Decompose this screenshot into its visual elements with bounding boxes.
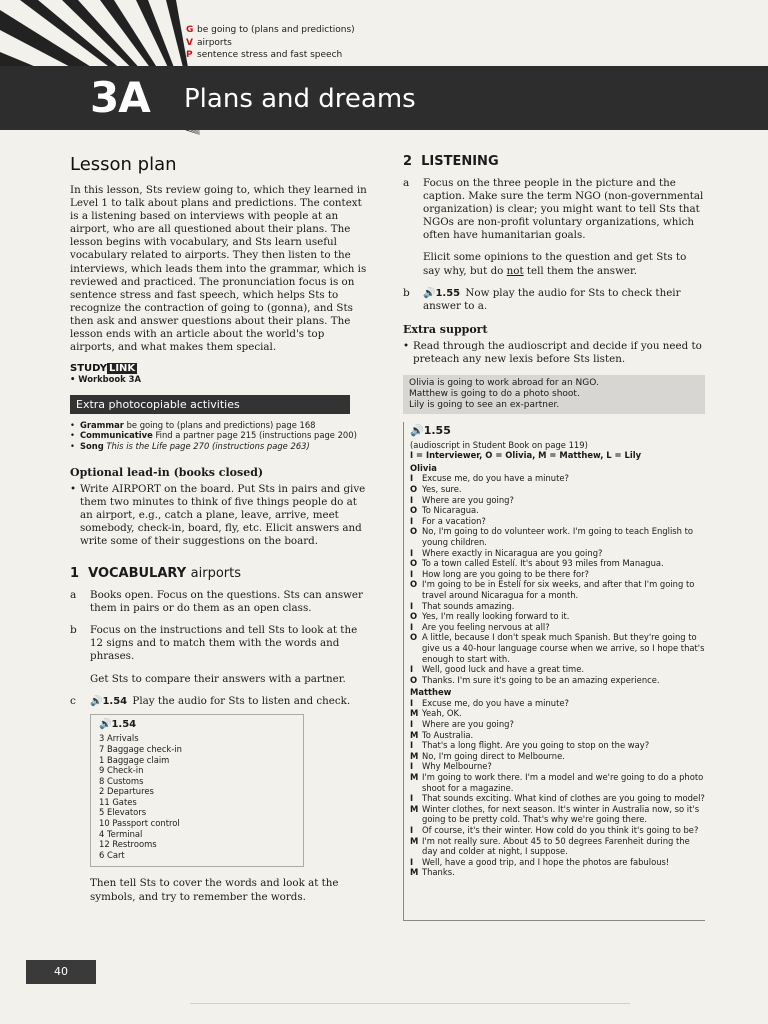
list-item: • Song This is the Life page 270 (instructions page 263) bbox=[70, 441, 370, 452]
dialogue-line bbox=[410, 516, 705, 527]
dialogue-line bbox=[410, 495, 705, 506]
dialogue-line bbox=[410, 836, 705, 857]
speaker-label: O bbox=[410, 632, 418, 643]
pron-key: P bbox=[186, 50, 193, 60]
dialogue-text: How long are you going to be there for? bbox=[422, 568, 589, 579]
grammar-text: be going to (plans and predictions) bbox=[197, 25, 355, 35]
speaker-label: I bbox=[410, 621, 414, 632]
speaker-label: O bbox=[410, 611, 418, 622]
caption-box bbox=[403, 375, 705, 414]
speaker-label: O bbox=[410, 484, 418, 494]
dialogue-text: No, I'm going direct to Melbourne. bbox=[422, 750, 565, 761]
dialogue-line bbox=[410, 793, 705, 804]
dialogue-text: Thanks. I'm sure it's going to be an amazing experience. bbox=[422, 674, 660, 685]
dialogue-text: I'm not really sure. About 45 to 50 degrees Farenheit during the day and colder at night, I suppose. bbox=[422, 835, 690, 857]
dialogue-text: Of course, it's their winter. How cold do you think it's going to be? bbox=[422, 825, 699, 835]
dialogue-text: Well, good luck and have a great time. bbox=[422, 664, 585, 675]
speaker-label: I bbox=[410, 697, 414, 708]
vocabulary-heading: 1 VOCABULARY airports bbox=[70, 566, 241, 582]
dialogue-text: Winter clothes, for next season. It's winter in Australia now, so it's going to be pretty cold. That's why we're going there. bbox=[422, 803, 700, 825]
vocab-key: V bbox=[186, 37, 193, 48]
vocab-step-b: b Focus on the instructions and tell Sts to look at the 12 signs and to match them with the words and phrases. bbox=[70, 624, 358, 663]
dialogue-text: Where are you going? bbox=[422, 719, 514, 730]
page-number: 40 bbox=[26, 960, 96, 984]
dialogue-text: That sounds amazing. bbox=[422, 600, 515, 611]
speaker-label: I bbox=[410, 664, 414, 675]
speaker-label: I bbox=[410, 494, 414, 505]
speaker-label: M bbox=[410, 772, 419, 783]
caption-line: Matthew is going to do a photo shoot. bbox=[409, 389, 580, 400]
vocab-step-c: c 🔊1.54 Play the audio for Sts to listen and check. bbox=[70, 694, 351, 707]
speaker-label: I bbox=[410, 793, 414, 804]
extra-support-heading: Extra support bbox=[403, 322, 488, 336]
dialogue-line bbox=[410, 730, 705, 741]
speaker-label: O bbox=[410, 558, 418, 569]
dialogue-text: I'm going to work there. I'm a model and we're going to do a photo shoot for a magazine. bbox=[422, 772, 704, 793]
list-item: 12 Restrooms bbox=[99, 839, 157, 850]
dialogue-line bbox=[410, 761, 705, 772]
page-title: Plans and dreams bbox=[184, 84, 416, 114]
footer-rule bbox=[190, 1003, 630, 1004]
lesson-plan-text: In this lesson, Sts review going to, which they learned in Level 1 to talk about plans and predictions. The context is a listening based on interviews with people at an airport, who are all questioned about their plans. The lesson begins with vocabulary, and Sts learn useful vocabulary related to airports. They then listen to the interviews, which leads them into the grammar, which is reviewed and practiced. The pronunciation focus is on sentence stress and fast speech, which helps Sts to recognize the contraction of going to (gonna), and Sts then ask and answer questions about their plans. The lesson ends with an article about the world's top airports, and what makes them special. bbox=[70, 184, 367, 354]
dialogue-line bbox=[410, 772, 705, 793]
right-column bbox=[403, 154, 705, 921]
audio-icon: 🔊1.55 bbox=[423, 287, 461, 299]
grammar-focus-box bbox=[186, 24, 355, 62]
speaker-label: M bbox=[410, 708, 419, 719]
speaker-label: I bbox=[410, 473, 414, 484]
extra-activities-heading: Extra photocopiable activities bbox=[70, 395, 350, 414]
dialogue-line bbox=[410, 664, 705, 675]
dialogue-line bbox=[410, 740, 705, 751]
dialogue-text: Yes, I'm really looking forward to it. bbox=[422, 611, 570, 622]
dialogue-text: To Australia. bbox=[422, 729, 474, 740]
list-item: • Communicative Find a partner page 215 (instructions page 200) bbox=[70, 430, 370, 441]
list-item: 8 Customs bbox=[99, 775, 144, 786]
dialogue-line bbox=[410, 675, 705, 686]
caption-line: Lily is going to see an ex-partner. bbox=[409, 400, 560, 411]
speaker-label: M bbox=[410, 729, 419, 740]
speaker-label: M bbox=[410, 803, 419, 814]
speaker-label: M bbox=[410, 867, 419, 878]
speaker-label: M bbox=[410, 750, 419, 761]
dialogue-line bbox=[410, 505, 705, 516]
listening-heading: 2 LISTENING bbox=[403, 154, 499, 169]
list-item: • Grammar be going to (plans and predictions) page 168 bbox=[70, 420, 370, 431]
audioscript: 🔊1.55 (audioscript in Student Book on page 119) I = Interviewer, O = Olivia, M = Matthew, L = Lily Olivia I Excuse me, do you have a minute? O Yes, sure. I Where are you going? O To Nicaragua. I For a vacation? O No, I'm going to do volunteer work. I'm going to teach English to young children. I Where exactly in Nicaragua are you going? O To a town called Estelí. It's about 93 miles from Managua. I How long are you going to be there for? O I'm going to be in Estelí for six weeks, and after that I'm going to travel around Nicaragua for a month. I That sounds amazing. O Yes, I'm really looking forward to it. I Are you feeling nervous at all? O A little, because I don't speak much Spanish. But they're going to give us a 40-hour language course when we arrive, so I hope that's enough to start with. I Well, good luck and have a great time. O Thanks. I'm sure it's going to be an amazing experience. Matthew I Excuse me, do you have a minute? M Yeah, OK. I Where are you going? M To Australia. I That's a long flight. Are you going to stop on the way? M No, I'm going direct to Melbourne. I Why Melbourne? M I'm going to work there. I'm a model and we're going to do a photo shoot for a magazine. I That sounds exciting. What kind of clothes are you going to model? M Winter clothes, for next season. It's winter in Australia now, so it's going to be pretty cold. That's why we're going there. I Of course, it's their winter. How cold do you think it's going to be? M I'm not really sure. About 45 to 50 degrees Farenheit during the day and colder at night, I suppose. I Well, have a good trip, and I hope the photos are fabulous! M Thanks. bbox=[403, 422, 705, 921]
dialogue-text: I'm going to be in Estelí for six weeks, and after that I'm going to travel around Nicaragua for a month. bbox=[422, 579, 695, 600]
extra-support-text: • Read through the audioscript and decide if you need to preteach any new lexis before Sts listen. bbox=[403, 340, 705, 366]
dialogue-line bbox=[410, 601, 705, 612]
speaker-label: O bbox=[410, 526, 418, 537]
speaker-label: I bbox=[410, 719, 414, 730]
list-item: 3 Arrivals bbox=[99, 733, 139, 744]
speaker-label: I bbox=[410, 825, 414, 835]
extra-activities-list bbox=[70, 420, 370, 452]
dialogue-text: For a vacation? bbox=[422, 515, 486, 526]
dialogue-line bbox=[410, 548, 705, 559]
speaker-label: I bbox=[410, 856, 414, 867]
dialogue-text: Yes, sure. bbox=[422, 484, 462, 494]
dialogue-line bbox=[410, 708, 705, 719]
dialogue-line bbox=[410, 804, 705, 825]
speaker-label: O bbox=[410, 579, 418, 590]
listening-step-a: a Focus on the three people in the picture and the caption. Make sure the term NGO (non-governmental organization) is clear; you might want to tell Sts that NGOs are non-profit voluntary organizations, which often have humanitarian goals. bbox=[403, 177, 704, 242]
dialogue-line bbox=[410, 825, 705, 836]
lead-in-text: • Write AIRPORT on the board. Put Sts in pairs and give them two minutes to think of five things people do at an airport, e.g., catch a plane, leave, arrive, meet somebody, check-in, board, fly, etc. Elicit answers and write some of their suggestions on the board. bbox=[70, 483, 370, 548]
caption-line: Olivia is going to work abroad for an NGO. bbox=[409, 378, 599, 389]
link-label: LINK bbox=[108, 363, 136, 375]
dialogue-line bbox=[410, 698, 705, 709]
listening-step-a2: Elicit some opinions to the question and get Sts to say why, but do not tell them the answer. bbox=[423, 251, 687, 277]
list-item: 10 Passport control bbox=[99, 818, 180, 829]
matthew-dialogue bbox=[410, 698, 705, 878]
list-item: 9 Check-in bbox=[99, 765, 144, 776]
extra-support-list bbox=[403, 340, 705, 366]
dialogue-line bbox=[410, 857, 705, 868]
study-label: STUDY bbox=[70, 363, 107, 375]
olivia-dialogue bbox=[410, 473, 705, 685]
dialogue-text: That's a long flight. Are you going to stop on the way? bbox=[422, 740, 650, 751]
list-item: 1 Baggage claim bbox=[99, 754, 170, 765]
dialogue-line bbox=[410, 473, 705, 484]
lead-in-list bbox=[70, 483, 370, 548]
unit-number: 3A bbox=[90, 73, 150, 122]
dialogue-line bbox=[410, 867, 705, 878]
speaker-heading: Olivia bbox=[410, 462, 437, 473]
dialogue-text: Are you feeling nervous at all? bbox=[422, 621, 550, 632]
dialogue-line bbox=[410, 719, 705, 730]
dialogue-text: Why Melbourne? bbox=[422, 761, 492, 772]
list-item: 6 Cart bbox=[99, 849, 125, 860]
dialogue-text: Well, have a good trip, and I hope the photos are fabulous! bbox=[422, 856, 670, 867]
vocab-step-a: a Books open. Focus on the questions. Sts can answer them in pairs or do them as an open class. bbox=[70, 589, 363, 615]
vocab-answer-box: 🔊1.54 3 Arrivals 7 Baggage check-in 1 Baggage claim 9 Check-in 8 Customs 2 Departures 11 Gates 5 Elevators 10 Passport control 4 Terminal 12 Restrooms 6 Cart bbox=[90, 714, 304, 868]
study-link bbox=[70, 363, 370, 374]
dialogue-line bbox=[410, 622, 705, 633]
dialogue-text: To a town called Estelí. It's about 93 miles from Managua. bbox=[422, 558, 664, 569]
speaker-label: I bbox=[410, 761, 414, 772]
list-item: 11 Gates bbox=[99, 796, 137, 807]
grammar-key: G bbox=[186, 25, 194, 35]
speaker-label: I bbox=[410, 568, 414, 579]
dialogue-text: A little, because I don't speak much Spanish. But they're going to give us a 40-hour language course when we arrive, so I hope that's enough to start with. bbox=[422, 632, 705, 664]
dialogue-line bbox=[410, 569, 705, 580]
audio-icon: 🔊1.54 bbox=[90, 695, 128, 707]
speaker-label: I bbox=[410, 547, 414, 558]
speaker-label: I bbox=[410, 740, 414, 751]
vocab-step-b2: Get Sts to compare their answers with a partner. bbox=[90, 672, 346, 685]
dialogue-text: Excuse me, do you have a minute? bbox=[422, 473, 569, 484]
listening-step-b: b 🔊1.55 Now play the audio for Sts to check their answer to a. bbox=[403, 286, 681, 312]
dialogue-text: No, I'm going to do volunteer work. I'm going to teach English to young children. bbox=[422, 526, 694, 547]
dialogue-text: Yeah, OK. bbox=[422, 708, 462, 719]
script-key: I = Interviewer, O = Olivia, M = Matthew, L = Lily bbox=[410, 450, 642, 461]
speaker-label: M bbox=[410, 835, 419, 846]
dialogue-line bbox=[410, 579, 705, 600]
script-ref: (audioscript in Student Book on page 119) bbox=[410, 439, 588, 450]
lesson-plan-heading: Lesson plan bbox=[70, 154, 177, 175]
pron-text: sentence stress and fast speech bbox=[197, 50, 343, 60]
dialogue-line bbox=[410, 558, 705, 569]
dialogue-line bbox=[410, 611, 705, 622]
dialogue-line bbox=[410, 484, 705, 495]
vocab-text: airports bbox=[197, 37, 232, 48]
list-item: 7 Baggage check-in bbox=[99, 743, 182, 754]
speaker-heading: Matthew bbox=[410, 687, 452, 698]
speaker-label: I bbox=[410, 515, 414, 526]
dialogue-line bbox=[410, 751, 705, 762]
speaker-label: O bbox=[410, 674, 418, 685]
dialogue-text: Where exactly in Nicaragua are you going? bbox=[422, 547, 603, 558]
vocab-after: Then tell Sts to cover the words and look at the symbols, and try to remember the words. bbox=[90, 877, 339, 903]
speaker-label: O bbox=[410, 505, 418, 516]
dialogue-text: Excuse me, do you have a minute? bbox=[422, 697, 569, 708]
workbook-ref: Workbook 3A bbox=[78, 374, 141, 385]
dialogue-text: Where are you going? bbox=[422, 494, 514, 505]
list-item: 2 Departures bbox=[99, 786, 154, 797]
left-column: Lesson plan In this lesson, Sts review going to, which they learned in Level 1 to talk about plans and predictions. The context is a listening based on interviews with people at an airport, who are all questioned about their plans. The lesson begins with vocabulary, and Sts learn useful vocabulary related to airports. They then listen to the interviews, which leads them into the grammar, which is reviewed and practiced. The pronunciation focus is on sentence stress and fast speech, which helps Sts to recognize the contraction of going to (gonna), and Sts then ask and answer questions about their plans. The lesson ends with an article about the world's top airports, and what makes them special. STUDY LINK • Workbook 3A Extra photocopiable activities • Grammar be going to (plans and predictions) page 168 • Communicative Find a partner page 215 (instructions page 200) • Song This is the Life page 270 (instructions page 263) Optional lead-in (books closed) • Write AIRPORT on the board. Put Sts in pairs and give them two minutes to think of five things people do at an airport, e.g., catch a plane, leave, arrive, meet somebody, check-in, board, fly, etc. Elicit answers and write some of their suggestions on the board. 1 VOCABULARY airports a Books open. Focus on the questions. Sts can answer them in pairs or do them as an open class. b Focus on the instructions and tell Sts to look at the 12 signs and to match them with the words and phrases. Get Sts to compare their answers with a partner. c 🔊1.54 Play the audio for Sts to listen and check. 🔊1.54 3 Arrivals 7 Baggage check-in 1 Baggage claim 9 Check-in 8 Customs 2 Departures 11 Gates 5 Elevators 10 Passport control 4 Terminal 12 Restrooms 6 Cart Then tell Sts to cover the words and look at the symbols, and try to remember the words. bbox=[70, 154, 370, 904]
dialogue-line bbox=[410, 526, 705, 547]
lead-in-heading: Optional lead-in (books closed) bbox=[70, 465, 264, 479]
list-item: 4 Terminal bbox=[99, 828, 143, 839]
dialogue-line bbox=[410, 632, 705, 664]
dialogue-text: To Nicaragua. bbox=[422, 505, 479, 516]
dialogue-text: Thanks. bbox=[422, 867, 455, 878]
list-item: 5 Elevators bbox=[99, 807, 147, 818]
speaker-label: I bbox=[410, 600, 414, 611]
dialogue-text: That sounds exciting. What kind of clothes are you going to model? bbox=[422, 793, 705, 804]
